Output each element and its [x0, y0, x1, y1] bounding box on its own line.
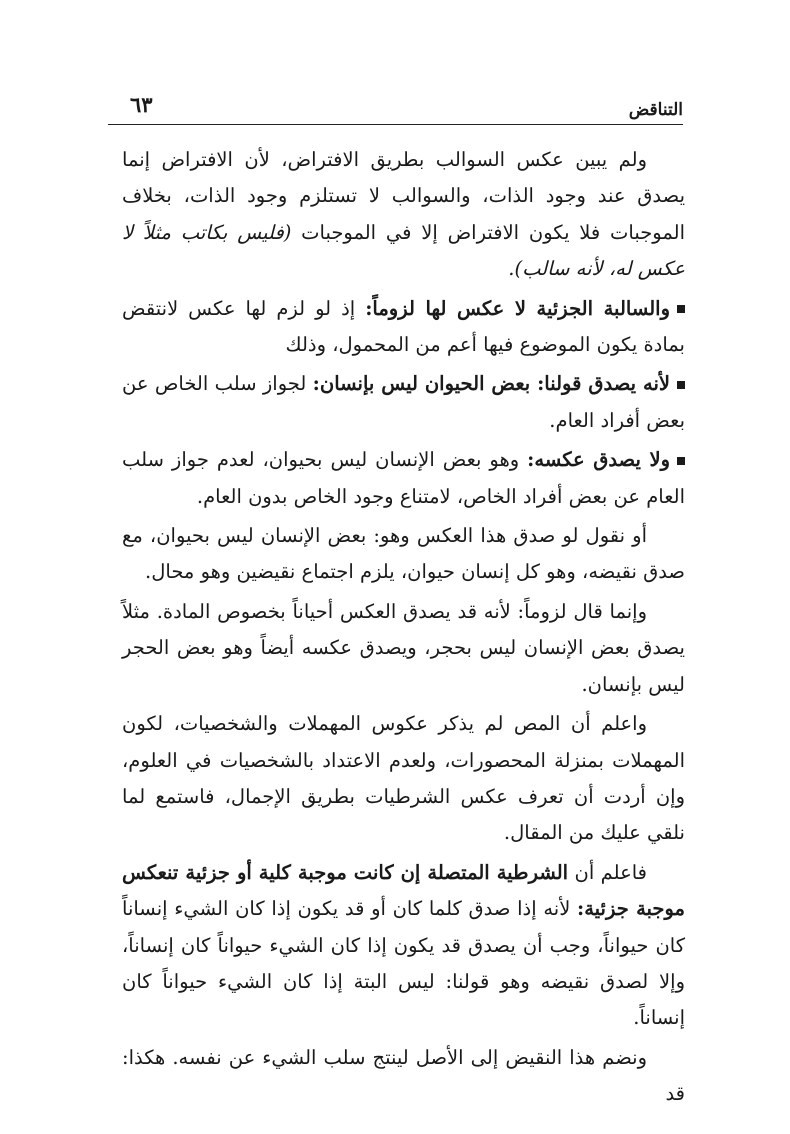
- paragraph-4-bold: ولا يصدق عكسه:: [527, 448, 670, 472]
- paragraph-2: [122, 291, 685, 364]
- paragraph-8-bold: الشرطية المتصلة إن كانت موجبة كلية أو جزئية تنعكس موجبة جزئية:: [122, 860, 685, 921]
- paragraph-3-text: لجواز سلب الخاص عن بعض أفراد العام.: [122, 372, 685, 432]
- bullet-icon: [677, 457, 685, 465]
- bullet-icon: [677, 305, 685, 313]
- paragraph-1-text: ولم يبين عكس السوالب بطريق الافتراض، لأن الافتراض إنما يصدق عند وجود الذات، والسوالب لا تستلزم وجود الذات، بخلاف الموجبات فلا يكون الافتراض إلا في الموجبات: [122, 148, 685, 244]
- bullet-icon: [677, 381, 685, 389]
- paragraph-1: [122, 142, 685, 288]
- page-header: [108, 84, 683, 125]
- paragraph-1-italic: (فليس بكاتب مثلاً لا عكس له، لأنه سالب).: [122, 220, 685, 281]
- paragraph-3-bold: لأنه يصدق قولنا: بعض الحيوان ليس بإنسان:: [312, 372, 670, 396]
- paragraph-5: [122, 518, 685, 591]
- main-text: [122, 142, 685, 1116]
- paragraph-6: [122, 594, 685, 703]
- paragraph-7-text: واعلم أن المص لم يذكر عكوس المهملات والشخصيات، لكون المهملات بمنزلة المحصورات، ولعدم الاعتداد بالشخصيات في العلوم، وإن أردت أن تعرف عكس الشرطيات بطريق الإجمال، فاستمع لما نلقي عليك من المقال.: [122, 712, 685, 845]
- paragraph-9: [122, 1040, 685, 1113]
- paragraph-2-bold: والسالبة الجزئية لا عكس لها لزوماً:: [365, 296, 670, 320]
- paragraph-3: [122, 366, 685, 439]
- paragraph-7: [122, 706, 685, 852]
- paragraph-4-text: وهو بعض الإنسان ليس بحيوان، لعدم جواز سلب العام عن بعض أفراد الخاص، لامتناع وجود الخاص بدون العام.: [122, 448, 685, 508]
- paragraph-4: [122, 442, 685, 515]
- running-title: التناقض: [628, 100, 683, 120]
- paragraph-2-text: إذ لو لزم لها عكس لانتقض بمادة يكون الموضوع فيها أعم من المحمول، وذلك: [122, 296, 685, 357]
- paragraph-9-text: ونضم هذا النقيض إلى الأصل لينتج سلب الشيء عن نفسه. هكذا: قد: [122, 1045, 685, 1106]
- paragraph-5-text: أو نقول لو صدق هذا العكس وهو: بعض الإنسان ليس بحيوان، مع صدق نقيضه، وهو كل إنسان حيوان، يلزم اجتماع نقيضين وهو محال.: [122, 524, 685, 584]
- paragraph-8-pre: فاعلم أن: [568, 860, 648, 884]
- paragraph-6-text: وإنما قال لزوماً: لأنه قد يصدق العكس أحياناً بخصوص المادة. مثلاً يصدق بعض الإنسان ليس بحجر، ويصدق عكسه أيضاً وهو بعض الحجر ليس بإنسان.: [122, 599, 685, 696]
- paragraph-8-text: لأنه إذا صدق كلما كان أو قد يكون إذا كان الشيء إنساناً كان حيواناً، وجب أن يصدق قد يكون إذا كان الشيء حيواناً كان إنساناً، وإلا لصدق نقيضه وهو قولنا: ليس البتة إذا كان الشيء حيواناً كان إنساناً.: [122, 897, 685, 1030]
- paragraph-8: [122, 855, 685, 1037]
- page-number: ٦٣: [130, 92, 153, 117]
